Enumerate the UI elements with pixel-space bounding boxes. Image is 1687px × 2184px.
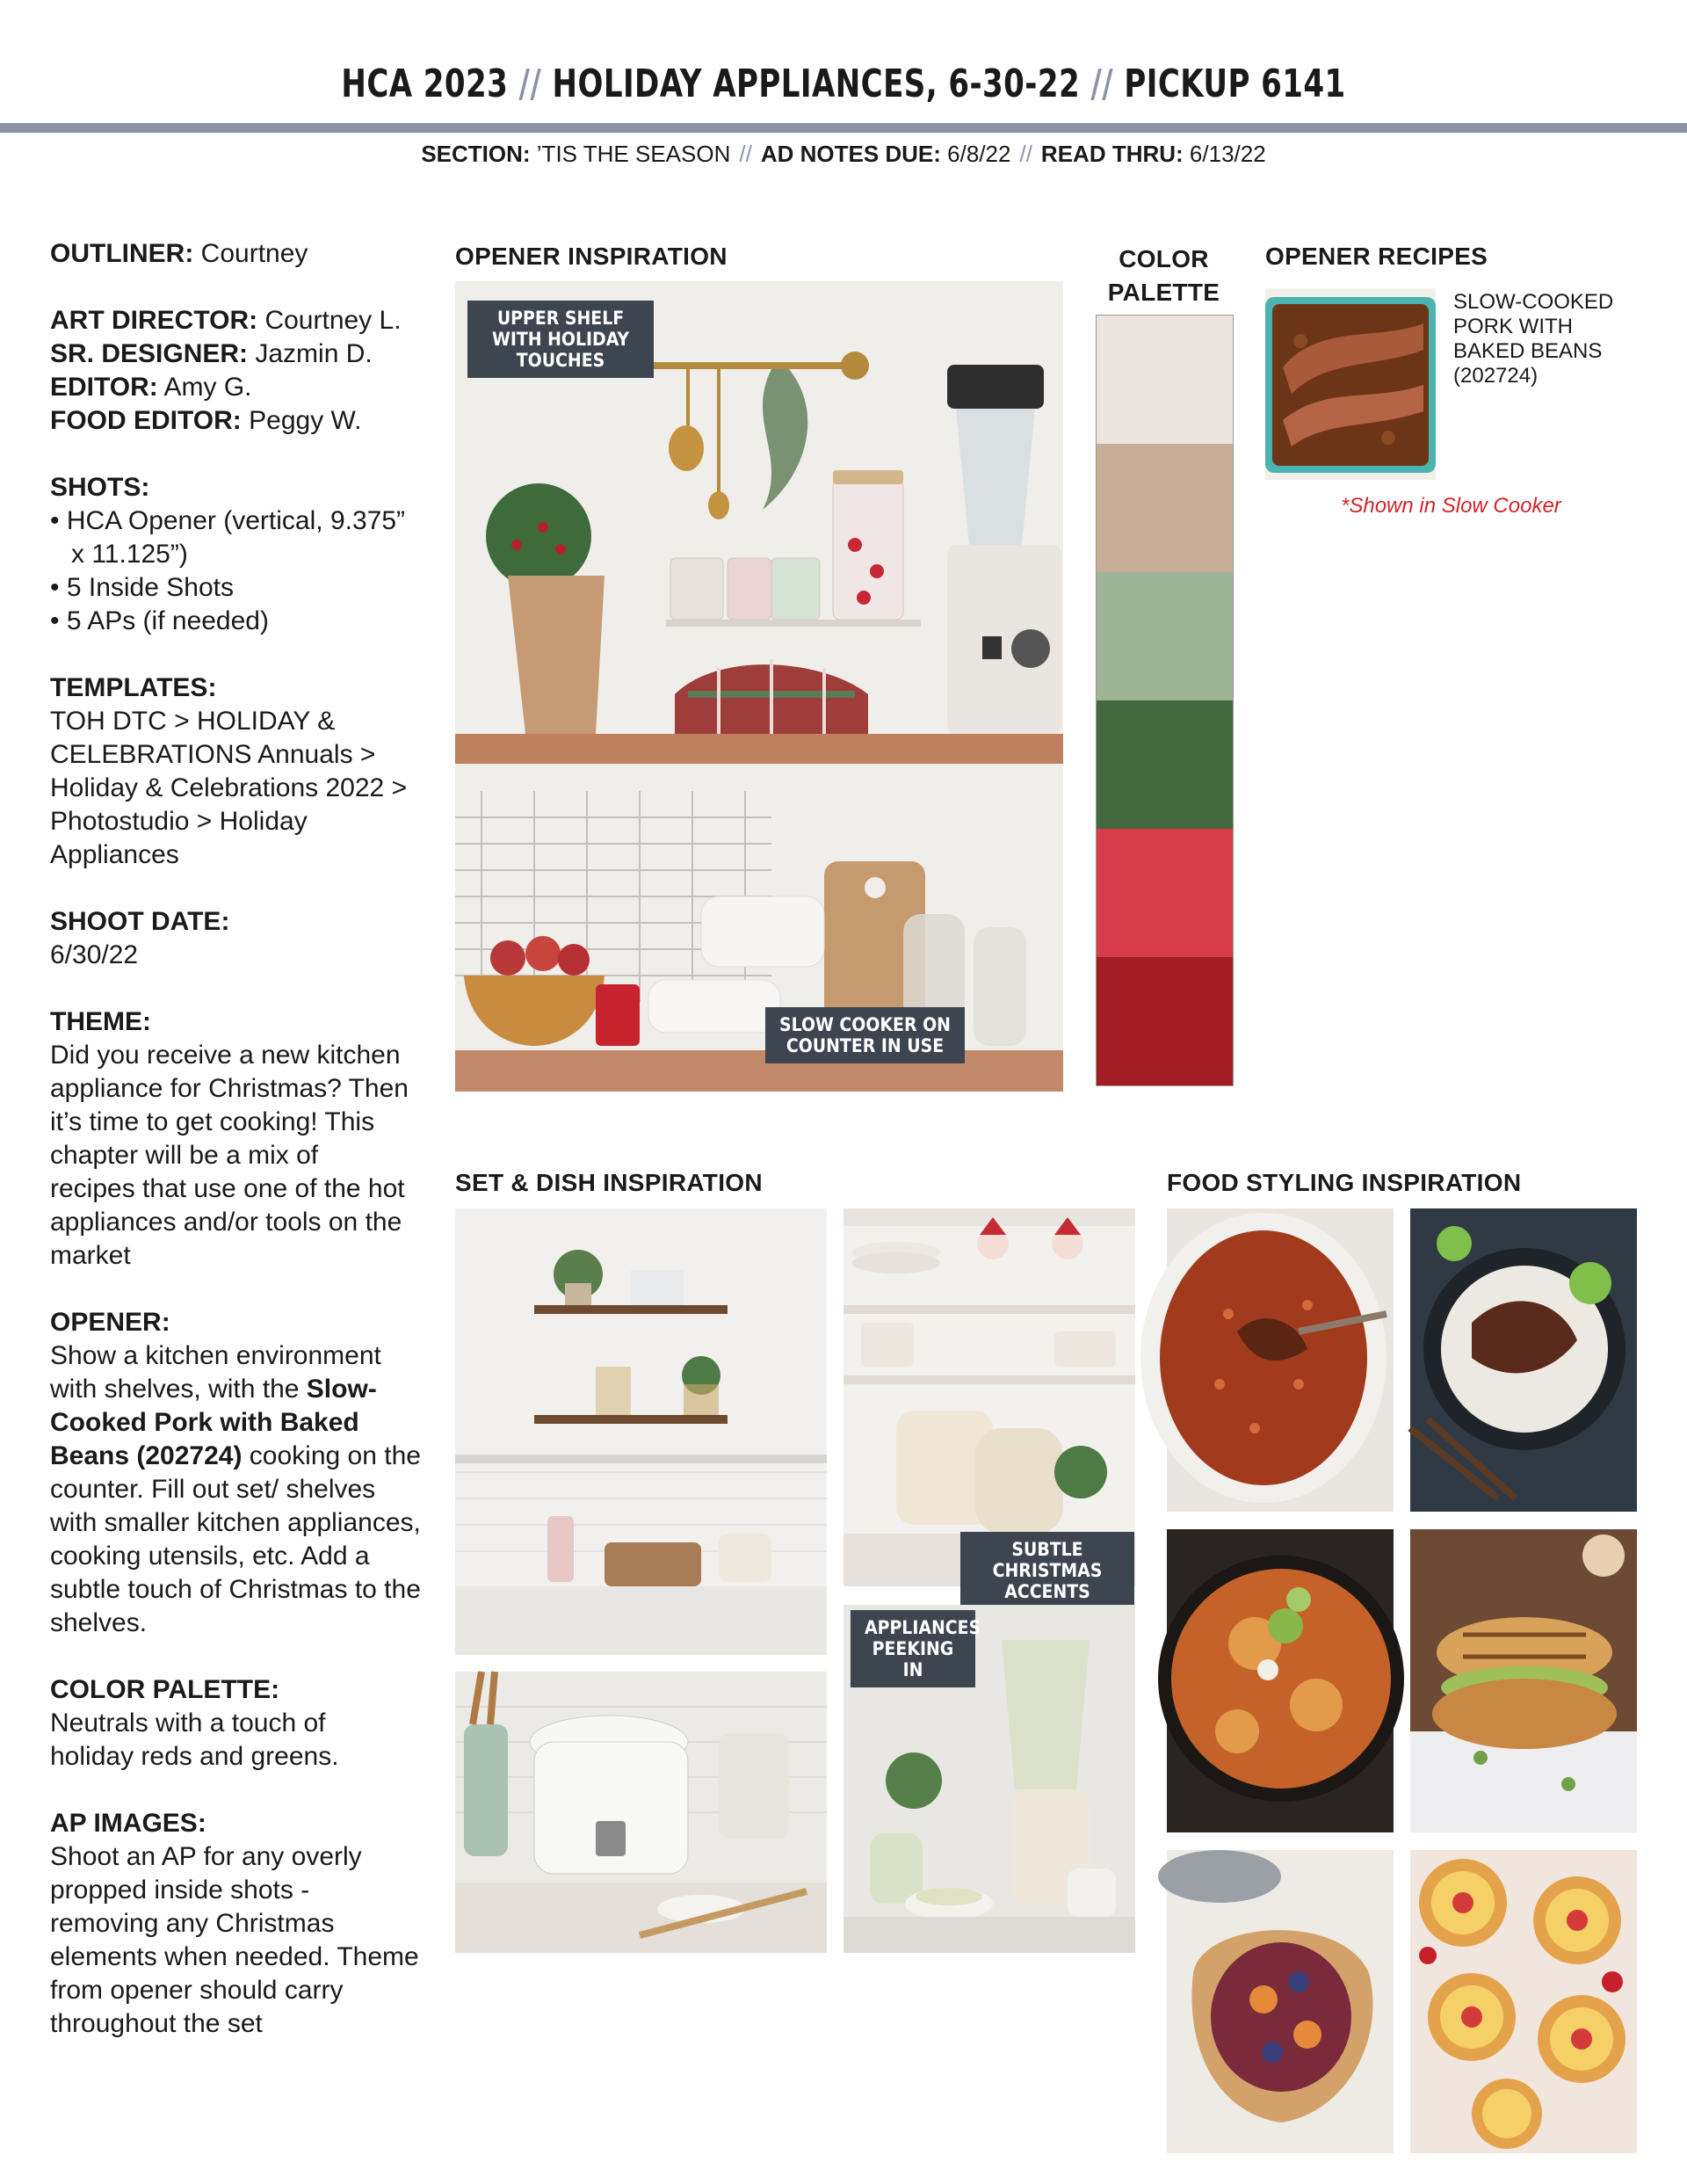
enchiladas-photo <box>1167 1529 1394 1832</box>
opener-recipes-heading: OPENER RECIPES <box>1265 243 1488 270</box>
shots-block: SHOTS: • HCA Opener (vertical, 9.375” x 11.125”) • 5 Inside Shots • 5 APs (if needed) <box>50 471 424 638</box>
shot-item: • 5 Inside Shots <box>50 573 234 602</box>
page-title: HCA 2023 // HOLIDAY APPLIANCES, 6-30-22 // PICKUP 6141 <box>341 62 1346 106</box>
color-palette-block: COLOR PALETTE: Neutrals with a touch of holiday reds and greens. <box>50 1675 339 1771</box>
ap-images-block: AP IMAGES: Shoot an AP for any overly propped inside shots - removing any Christmas elements when needed. Theme from opener should carry throughout the set <box>50 1809 419 2038</box>
tag-slow-cooker: SLOW COOKER ON COUNTER IN USE <box>765 1007 965 1063</box>
food-image-beans <box>1167 1208 1394 1512</box>
swatch-2 <box>1097 444 1233 572</box>
galette-photo <box>1167 1850 1394 2153</box>
tag-appliances-peeking: APPLIANCES PEEKING IN <box>851 1610 975 1687</box>
shot-item: • HCA Opener (vertical, 9.375” x 11.125”) <box>50 506 406 569</box>
swatch-3 <box>1097 572 1233 700</box>
brief-details: OUTLINER: Courtney ART DIRECTOR: Courtney L. SR. DESIGNER: Jazmin D. EDITOR: Amy G. FOOD EDITOR: Peggy W. SHOTS: • HCA Opener (vertical, 9.375” x 11.125”) • 5 Inside Shots • 5 APs (if needed) TEMPLATES: TOH DTC > HOLIDAY & CELEBRATIONS Annuals > Holiday & Celebrations 2022 > Photostudio > Holiday Appliances SHOOT DATE: 6/30/22 THEME: Did you receive a new kitchen appliance for Christmas? Then it’s time to get cooking! This chapter will be a mix of recipes that use one of the hot appliances and/or tools on the market OPENER: Show a kitchen environment with shelves, with the Slow-Cooked Pork with Baked Beans (202724) cooking on the counter. Fill out set/ shelves with smaller kitchen appliances, cooking utensils, etc. Add a subtle touch of Christmas to the shelves. COLOR PALETTE: Neutrals with a touch of holiday reds and greens. AP IMAGES: Shoot an AP for any overly propped inside shots - removing any Christmas elements when needed. Theme from opener should carry throughout the set <box>50 237 424 2074</box>
tag-christmas-accents: SUBTLE CHRISTMAS ACCENTS <box>960 1532 1134 1609</box>
food-styling-heading: FOOD STYLING INSPIRATION <box>1167 1169 1522 1196</box>
set-image-rice-cooker <box>455 1672 827 1953</box>
templates-block: TEMPLATES: TOH DTC > HOLIDAY & CELEBRATIONS Annuals > Holiday & Celebrations 2022 > Photostudio > Holiday Appliances <box>50 673 408 869</box>
rice-bowl-photo <box>1410 1208 1637 1512</box>
opener-block: OPENER: Show a kitchen environment with shelves, with the Slow-Cooked Pork with Baked Beans (202724) cooking on the counter. Fill out set/ shelves with smaller kitchen appliances, cooking utensils, etc. Add a subtle touch of Christmas to the shelves. <box>50 1308 421 1637</box>
set-image-shelves <box>455 1208 827 1655</box>
theme-block: THEME: Did you receive a new kitchen appliance for Christmas? Then it’s time to get cooking! This chapter will be a mix of recipes that use one of the hot appliances and/or tools on the market <box>50 1007 409 1270</box>
strawberry-tarts-photo <box>1410 1850 1637 2153</box>
opener-inspiration-image <box>455 281 1063 1092</box>
food-image-enchiladas <box>1167 1529 1394 1832</box>
shot-item: • 5 APs (if needed) <box>50 606 269 635</box>
set-image-blender <box>844 1605 1135 1953</box>
baked-beans-photo <box>1167 1208 1394 1512</box>
food-image-tarts <box>1410 1850 1637 2153</box>
swatch-5 <box>1097 829 1233 957</box>
pork-beans-photo <box>1265 288 1436 480</box>
recipe-note: *Shown in Slow Cooker <box>1341 494 1561 518</box>
recipe-photo <box>1265 288 1436 480</box>
set-dish-heading: SET & DISH INSPIRATION <box>455 1169 763 1196</box>
food-image-galette <box>1167 1850 1394 2153</box>
food-image-sandwich <box>1410 1529 1637 1832</box>
set-image-dishes <box>844 1208 1135 1602</box>
food-image-rice-bowl <box>1410 1208 1637 1512</box>
rice-cooker-photo <box>455 1672 827 1953</box>
swatch-1 <box>1097 316 1233 444</box>
header-rule <box>0 123 1687 133</box>
recipe-name: SLOW-COOKED PORK WITH BAKED BEANS (202724) <box>1453 290 1614 388</box>
swatch-6 <box>1097 957 1233 1085</box>
tag-upper-shelf: UPPER SHELF WITH HOLIDAY TOUCHES <box>467 301 654 378</box>
shelves-photo <box>455 1208 827 1655</box>
sandwich-photo <box>1410 1529 1637 1832</box>
color-palette-heading: COLOR PALETTE <box>1107 245 1220 306</box>
shoot-date-block: SHOOT DATE: 6/30/22 <box>50 907 230 969</box>
dishes-photo <box>844 1208 1135 1586</box>
header-subline: SECTION: ’TIS THE SEASON // AD NOTES DUE: 6/8/22 // READ THRU: 6/13/22 <box>421 141 1266 167</box>
color-palette <box>1096 315 1234 1086</box>
swatch-4 <box>1097 700 1233 829</box>
opener-inspiration-heading: OPENER INSPIRATION <box>455 243 728 270</box>
kitchen-shelves-photo <box>455 281 1063 1092</box>
